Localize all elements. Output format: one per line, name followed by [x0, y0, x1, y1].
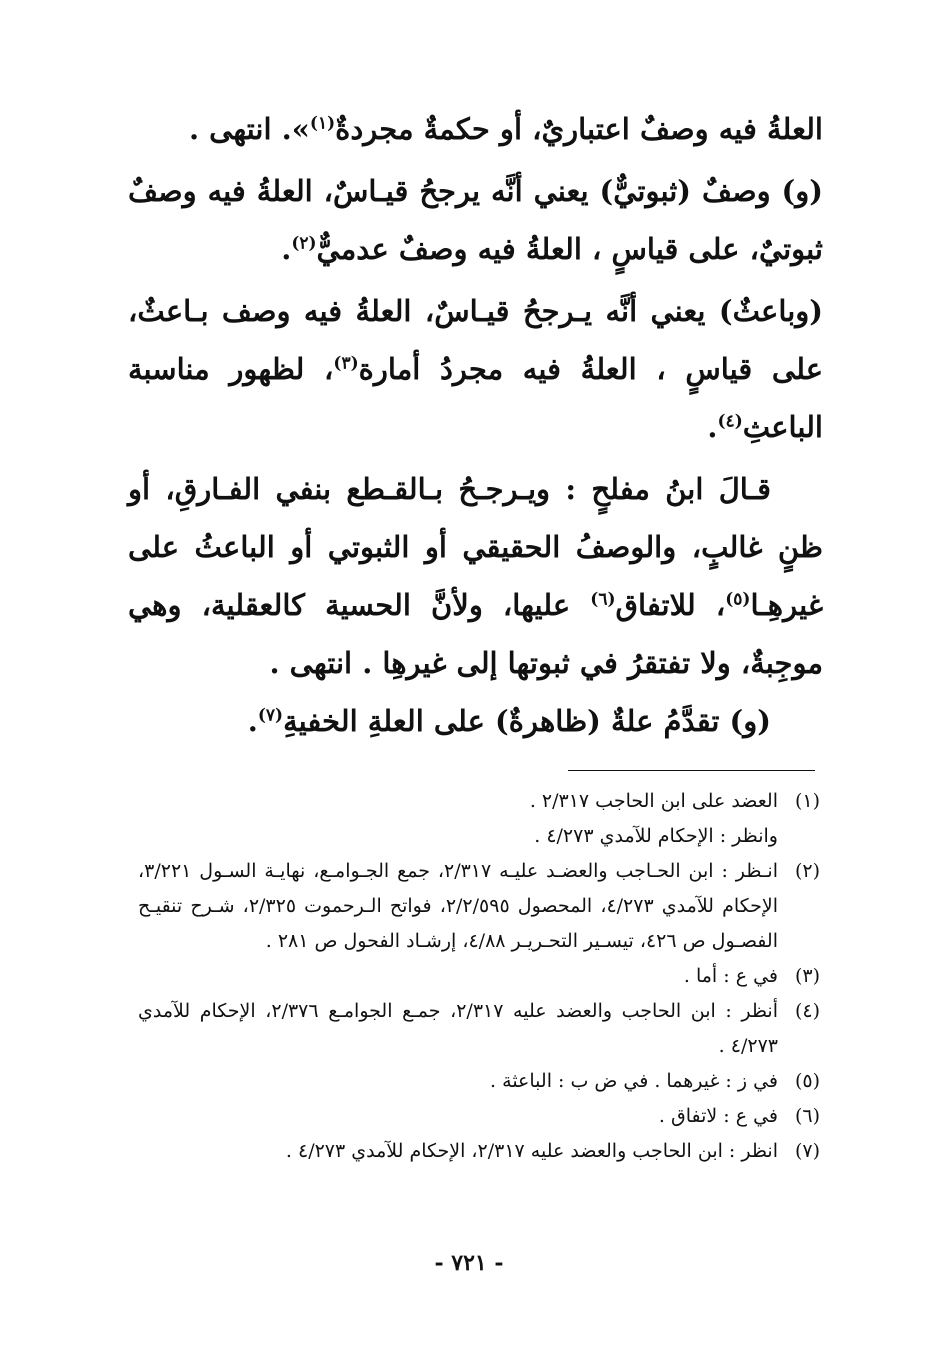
footnotes-section — [138, 784, 820, 1169]
footnote-text: انـظر : ابن الحـاجب والعضـد عليـه ٢/٣١٧، جمع الجـوامـع، نهايـة السـول ٣/٢٢١، الإحكام للآمدي ٤/٢٧٣، المحصول ٢/٢/٥٩٥، فواتح الـرحموت ٢/٣٢٥، شـرح تنقيـح الفصـول ص ٤٢٦، تيسـير التحـريـر ٤/٨٨، إرشـاد الفحول ص ٢٨١ . — [138, 860, 779, 952]
footnote-number: (٥) — [794, 1070, 820, 1092]
paragraph-2-end: . — [281, 232, 292, 266]
footnote-3 — [138, 959, 820, 994]
footnote-text: في ع : أما . — [683, 965, 778, 987]
footnote-number: (١) — [794, 790, 820, 812]
footnote-text: في ز : غيرهما . في ض ب : الباعثة . — [490, 1070, 778, 1092]
footnote-ref-5: (٥) — [725, 589, 751, 610]
footnote-ref-3: (٣) — [333, 353, 359, 374]
paragraph-3-text: (وباعثٌ) يعني أنَّه يـرجحُ قيـاسٌ، العلةُ فيه وصف بـاعثٌ، على قياسٍ ، العلةُ فيه مجردُ أمارة — [128, 294, 823, 386]
footnote-ref-6: (٦) — [590, 589, 616, 610]
paragraph-2 — [128, 162, 823, 278]
footnote-text: أنظر : ابن الحاجب والعضد عليه ٢/٣١٧، جمـع الجوامـع ٢/٣٧٦، الإحكام للآمدي ٤/٢٧٣ . — [138, 1000, 779, 1057]
paragraph-5 — [128, 692, 823, 750]
footnote-text: العضد على ابن الحاجب ٢/٣١٧ . — [529, 790, 778, 812]
paragraph-4-mid: ، للاتفاق — [615, 588, 726, 622]
footnote-text: وانظر : الإحكام للآمدي ٤/٢٧٣ . — [534, 825, 778, 847]
paragraph-4-end: عليها، ولأنَّ الحسية كالعقلية، وهي موجِبةٌ، ولا تفتقرُ في ثبوتها إلى غيرهِا . انتهى . — [128, 588, 823, 680]
paragraph-2-text: (و) وصفٌ (ثبوتيٌّ) يعني أنَّه يرجحُ قيـاسٌ، العلةُ فيه وصفٌ ثبوتيٌ، على قياسٍ ، العلةُ فيه وصفٌ عدميٌّ — [128, 174, 823, 266]
footnote-7 — [138, 1134, 820, 1169]
footnote-text: في ع : لاتفاق . — [658, 1105, 778, 1127]
footnote-2 — [138, 854, 820, 959]
footnote-number: (٢) — [794, 860, 820, 882]
footnote-number: (٦) — [794, 1105, 820, 1127]
paragraph-3 — [128, 282, 823, 456]
main-text-body — [128, 100, 823, 750]
paragraph-1-text: العلةُ فيه وصفٌ اعتباريٌ، أو حكمةٌ مجردةٌ — [335, 112, 823, 146]
footnote-number: (٧) — [794, 1140, 820, 1162]
paragraph-5-text: (و) تقدَّمُ علةٌ (ظاهرةٌ) على العلةِ الخفيةِ — [283, 704, 771, 738]
paragraph-3-end: . — [707, 410, 718, 444]
paragraph-4 — [128, 460, 823, 692]
paragraph-5-end: . — [247, 704, 258, 738]
page-number: - ٧٢١ - — [434, 1250, 504, 1276]
paragraph-1 — [128, 100, 823, 158]
footnote-text: انظر : ابن الحاجب والعضد عليه ٢/٣١٧، الإحكام للآمدي ٤/٢٧٣ . — [285, 1140, 778, 1162]
footnote-separator — [568, 770, 815, 771]
footnote-ref-1: (١) — [309, 113, 336, 134]
footnote-6 — [138, 1099, 820, 1134]
paragraph-1-end: ». انتهى . — [188, 112, 310, 146]
footnote-number: (٣) — [794, 965, 820, 987]
footnote-4 — [138, 994, 820, 1064]
footnote-ref-4: (٤) — [717, 411, 743, 432]
footnote-1 — [138, 784, 820, 854]
paragraph-3-mid: ، لظهور مناسبة الباعثِ — [128, 352, 823, 444]
paragraph-4-text: قـالَ ابنُ مفلحٍ : ويـرجـحُ بـالقـطع بنفي الفـارقِ، أو ظنٍ غالبٍ، والوصفُ الحقيقي أو الثبوتي أو الباعثُ على غيرهِـا — [128, 472, 823, 622]
footnote-ref-7: (٧) — [257, 705, 284, 726]
footnote-5 — [138, 1064, 820, 1099]
footnote-ref-2: (٢) — [291, 233, 317, 254]
footnote-number: (٤) — [794, 1000, 820, 1022]
